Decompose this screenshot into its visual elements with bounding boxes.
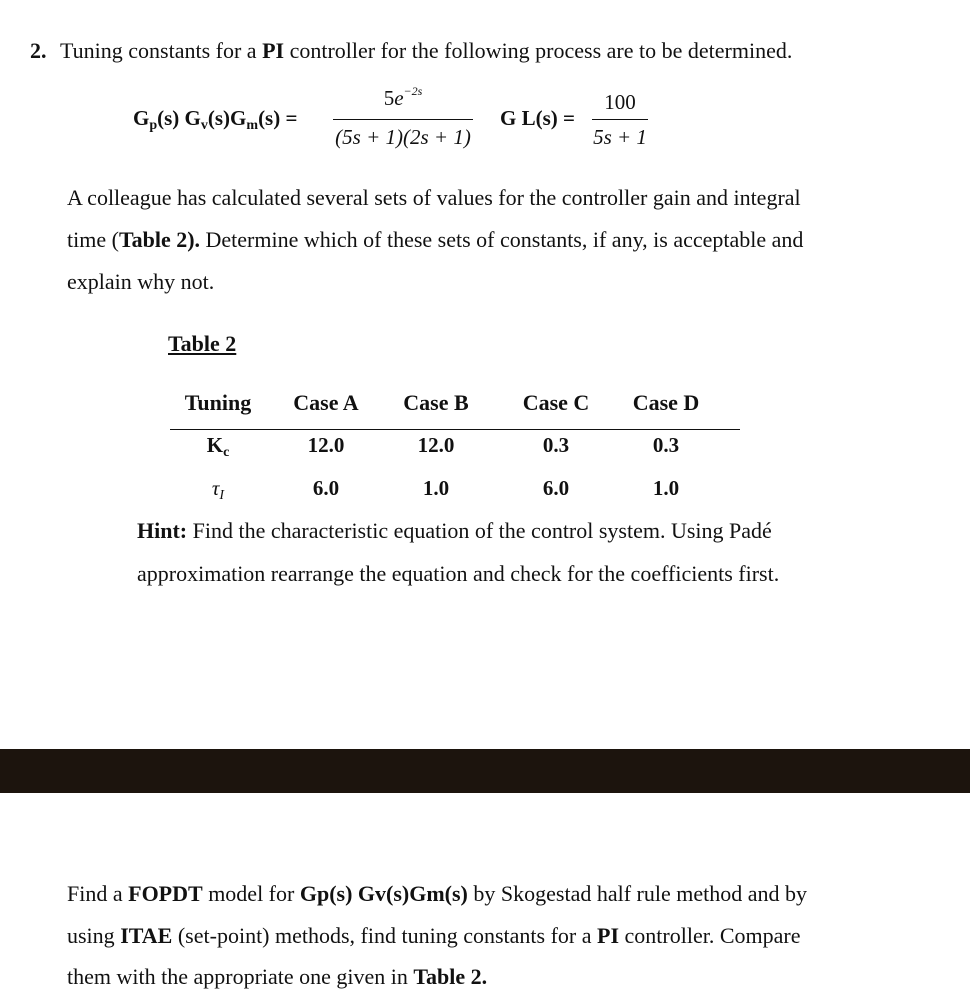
task-line-1: Find a FOPDT model for Gp(s) Gv(s)Gm(s) by Skogestad half rule method and by — [67, 881, 807, 906]
paragraph-line-1: A colleague has calculated several sets of values for the controller gain and integral — [67, 185, 801, 210]
question-heading — [30, 38, 792, 64]
table-row-taui-label: $\tau_I$ — [211, 476, 225, 503]
task-line-3: them with the appropriate one given in Table 2. — [67, 964, 488, 989]
paragraph-line-3: explain why not. — [67, 269, 215, 294]
fraction1-numerator: $5e^{-2s}$ — [383, 84, 423, 110]
table-header-rule — [170, 429, 740, 430]
fraction2-bar — [592, 119, 648, 120]
table-cell: 0.3 — [652, 433, 680, 457]
paragraph-line-2: time (Table 2). Determine which of these sets of constants, if any, is acceptable and — [67, 227, 804, 252]
table-header-tuning: Tuning — [184, 390, 252, 415]
question-text-pre: Tuning constants for a — [60, 38, 263, 63]
table-row-kc-label: $K_c$ — [206, 433, 230, 460]
dark-divider-bar — [0, 749, 970, 793]
question-text-post: controller for the following process are to be determined. — [284, 38, 793, 63]
fraction1-bar — [333, 119, 473, 120]
table-header-case-c: Case C — [522, 390, 590, 415]
hint-line-1: Hint: Find the characteristic equation of the control system. Using Padé — [137, 518, 772, 543]
table-cell: 6.0 — [312, 476, 340, 500]
transfer-function-lhs: $G_p(s) G_v(s)G_m(s)$ = — [133, 106, 298, 133]
table-cell: 12.0 — [307, 433, 345, 457]
hint-label: Hint: — [137, 518, 188, 543]
table-cell: 12.0 — [417, 433, 455, 457]
table-cell: 0.3 — [542, 433, 570, 457]
table-header-case-a: Case A — [293, 390, 359, 415]
table-cell: 6.0 — [542, 476, 570, 500]
question-number: 2. — [30, 38, 47, 63]
table-title: Table 2 — [168, 331, 237, 356]
hint-line-2: approximation rearrange the equation and check for the coefficients first. — [137, 561, 780, 586]
fraction2-numerator: 100 — [604, 90, 636, 114]
table-header-case-b: Case B — [403, 390, 469, 415]
fraction1-denominator: (5s + 1)(2s + 1) — [335, 125, 471, 149]
table-cell: 1.0 — [422, 476, 450, 500]
table-header-case-d: Case D — [632, 390, 700, 415]
question-pi: PI — [262, 38, 285, 63]
fraction2-denominator: 5s + 1 — [593, 125, 647, 149]
table-cell: 1.0 — [652, 476, 680, 500]
load-transfer-lhs: G L(s) = — [500, 106, 575, 130]
task-line-2: using ITAE (set-point) methods, find tuning constants for a PI controller. Compare — [67, 923, 801, 948]
